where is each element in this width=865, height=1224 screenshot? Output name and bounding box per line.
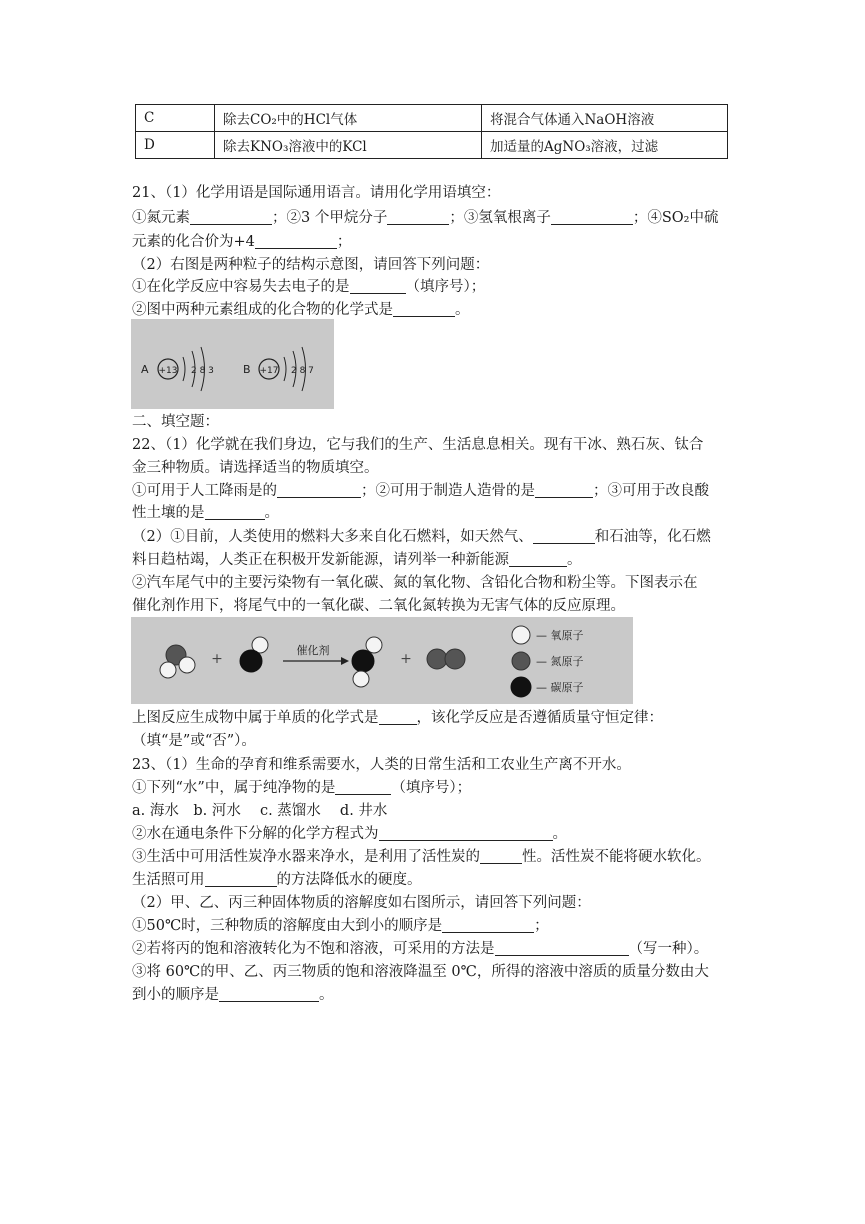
answer-blank[interactable] — [205, 870, 277, 887]
q22-line8: 催化剂作用下，将尾气中的一氧化碳、二氧化氮转换为无害气体的反应原理。 — [132, 598, 625, 614]
nitrogen-atom — [445, 649, 465, 669]
atom-a-label: A — [141, 363, 149, 376]
q23-line8: ①50℃时，三种物质的溶解度由大到小的顺序是 ； — [132, 918, 549, 934]
shells-b-electrons: 2 8 7 — [291, 366, 314, 376]
legend-nitrogen-icon — [512, 652, 530, 670]
q22-line6: 料日趋枯竭，人类正在积极开发新能源，请列举一种新能源 。 — [132, 552, 582, 568]
q23-part2: （2）甲、乙、丙三种固体物质的溶解度如右图所示，请回答下列问题： — [132, 895, 591, 911]
answer-blank[interactable] — [387, 208, 449, 225]
q22-intro: 22、（1）化学就在我们身边，它与我们的生产、生活息息相关。现有干冰、熟石灰、钛合 — [132, 437, 704, 453]
reaction-figure — [131, 617, 633, 704]
q22-line7: ②汽车尾气中的主要污染物有一氧化碳、氮的氧化物、含铅化合物和粉尘等。下图表示在 — [132, 575, 698, 591]
legend-nitrogen: — 氮原子 — [536, 655, 584, 668]
legend-oxygen: — 氧原子 — [536, 629, 584, 642]
oxygen-atom — [160, 662, 176, 678]
q21-part2: （2）右图是两种粒子的结构示意图，请回答下列问题： — [132, 257, 490, 273]
oxygen-atom — [353, 671, 369, 687]
answer-blank[interactable] — [277, 481, 361, 498]
options-table — [135, 104, 728, 159]
answer-blank[interactable] — [350, 277, 406, 294]
atom-b-label: B — [243, 363, 251, 376]
answer-blank[interactable] — [219, 985, 319, 1002]
q23-line11: 到小的顺序是 。 — [132, 987, 334, 1003]
answer-blank[interactable] — [205, 503, 265, 520]
q22-line9: 上图反应生成物中属于单质的化学式是 ，该化学反应是否遵循质量守恒定律： — [132, 710, 663, 726]
atom-structure-figure — [131, 319, 334, 409]
plus-sign: + — [211, 651, 223, 667]
section-heading: 二、填空题： — [132, 414, 219, 430]
legend-carbon-icon — [511, 677, 531, 697]
answer-blank[interactable] — [480, 847, 522, 864]
q23-line4: ②水在通电条件下分解的化学方程式为 。 — [132, 826, 567, 842]
shells-a-electrons: 2 8 3 — [191, 366, 214, 376]
q23-line3: a. 海水 b. 河水 c. 蒸馏水 d. 井水 — [132, 803, 388, 819]
q21-line2: ①氮元素 ；②3 个甲烷分子 ；③氢氧根离子 ；④SO₂中硫 — [132, 210, 719, 226]
carbon-atom — [352, 650, 374, 672]
q23-line9: ②若将丙的饱和溶液转化为不饱和溶液，可采用的方法是 （写一种）。 — [132, 941, 709, 957]
q21-intro: 21、（1）化学用语是国际通用语言。请用化学用语填空： — [132, 185, 501, 201]
answer-blank[interactable] — [495, 939, 629, 956]
answer-blank[interactable] — [551, 208, 633, 225]
method-cell: 加适量的AgNO₃溶液，过滤 — [482, 132, 728, 159]
option-cell: C — [136, 105, 215, 132]
answer-blank[interactable] — [379, 824, 553, 841]
method-cell: 将混合气体通入NaOH溶液 — [482, 105, 728, 132]
answer-blank[interactable] — [533, 527, 595, 544]
answer-blank[interactable] — [335, 778, 391, 795]
q21-line5: ①在化学反应中容易失去电子的是 （填序号）； — [132, 279, 486, 295]
legend-oxygen-icon — [512, 626, 530, 644]
nucleus-a-charge: +13 — [158, 366, 178, 376]
q22-line3: ①可用于人工降雨是的 ；②可用于制造人造骨的是 ；③可用于改良酸 — [132, 483, 709, 499]
table-row — [136, 132, 728, 159]
q23-line10: ③将 60℃的甲、乙、丙三物质的饱和溶液降温至 0℃，所得的溶液中溶质的质量分数由大 — [132, 964, 709, 980]
answer-blank[interactable] — [442, 916, 534, 933]
answer-blank[interactable] — [190, 208, 272, 225]
arrow-head — [341, 657, 349, 665]
goal-cell: 除去CO₂中的HCl气体 — [215, 105, 482, 132]
q22-line5: （2）①目前，人类使用的燃料大多来自化石燃料，如天然气、 和石油等，化石燃 — [132, 529, 711, 545]
plus-sign: + — [400, 651, 412, 667]
oxygen-atom — [179, 657, 195, 673]
q22-line4: 性土壤的是 。 — [132, 505, 279, 521]
q23-line5: ③生活中可用活性炭净水器来净水，是利用了活性炭的 性。活性炭不能将硬水软化。 — [132, 849, 711, 865]
q21-line6: ②图中两种元素组成的化合物的化学式是 。 — [132, 302, 470, 318]
answer-blank[interactable] — [379, 708, 417, 725]
carbon-atom — [240, 650, 262, 672]
q22-line10: （填“是”或“否”）。 — [132, 733, 256, 749]
option-cell: D — [136, 132, 215, 159]
q22-line2: 金三种物质。请选择适当的物质填空。 — [132, 460, 379, 476]
q21-line3: 元素的化合价为+4 ； — [132, 234, 352, 250]
oxygen-atom — [366, 637, 382, 653]
answer-blank[interactable] — [393, 300, 455, 317]
catalyst-label: 催化剂 — [296, 644, 330, 657]
legend-carbon: — 碳原子 — [536, 681, 584, 694]
q23-line6: 生活照可用 的方法降低水的硬度。 — [132, 872, 422, 888]
q23-intro: 23、（1）生命的孕育和维系需要水，人类的日常生活和工农业生产离不开水。 — [132, 757, 631, 773]
answer-blank[interactable] — [535, 481, 593, 498]
answer-blank[interactable] — [509, 550, 567, 567]
q23-line2: ①下列“水”中，属于纯净物的是 （填序号）； — [132, 780, 472, 796]
goal-cell: 除去KNO₃溶液中的KCl — [215, 132, 482, 159]
nitrogen-atom — [427, 649, 447, 669]
nucleus-b-charge: +17 — [259, 366, 279, 376]
answer-blank[interactable] — [255, 232, 337, 249]
table-row — [136, 105, 728, 132]
